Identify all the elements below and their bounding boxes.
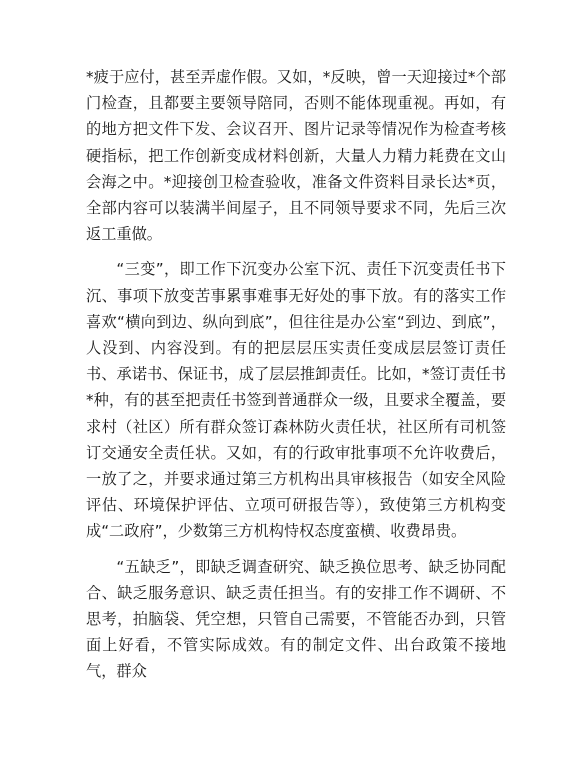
paragraph-2: “三变”，即工作下沉变办公室下沉、责任下沉变责任书下沉、事项下放变苦事累事难事无好处的事下放。有的落实工作喜欢“横向到边、纵向到底”，但往往是办公室“到边、到底”，人没到、内容没到。有的把层层压实责任变成层层签订责任书、承诺书、保证书，成了层层推卸责任。比如，*签订责任书*种，有的甚至把责任书签到普通群众一级，且要求全覆盖，要求村（社区）所有群众签订森林防火责任状，社区所有司机签订交通安全责任状。又如，有的行政审批事项不允许收费后，一放了之，并要求通过第三方机构出具审核报告（如安全风险评估、环境保护评估、立项可研报告等），致使第三方机构变成“二政府”，少数第三方机构恃权态度蛮横、收费昂贵。	[86, 260, 506, 541]
paragraph-3: “五缺乏”，即缺乏调查研究、缺乏换位思考、缺乏协同配合、缺乏服务意识、缺乏责任担当。有的安排工作不调研、不思考，拍脑袋、凭空想，只管自己需要，不管能否办到，只管面上好看，不管实际成效。有的制定文件、出台政策不接地气，群众	[86, 557, 506, 681]
document-body	[86, 64, 506, 694]
paragraph-1: *疲于应付，甚至弄虚作假。又如，*反映，曾一天迎接过*个部门检查，且都要主要领导陪同，否则不能体现重视。再如，有的地方把文件下发、会议召开、图片记录等情况作为检查考核硬指标，把工作创新变成材料创新，大量人力精力耗费在文山会海之中。*迎接创卫检查验收，准备文件资料目录长达*页，全部内容可以装满半间屋子，且不同领导要求不同，先后三次返工重做。	[86, 68, 506, 244]
